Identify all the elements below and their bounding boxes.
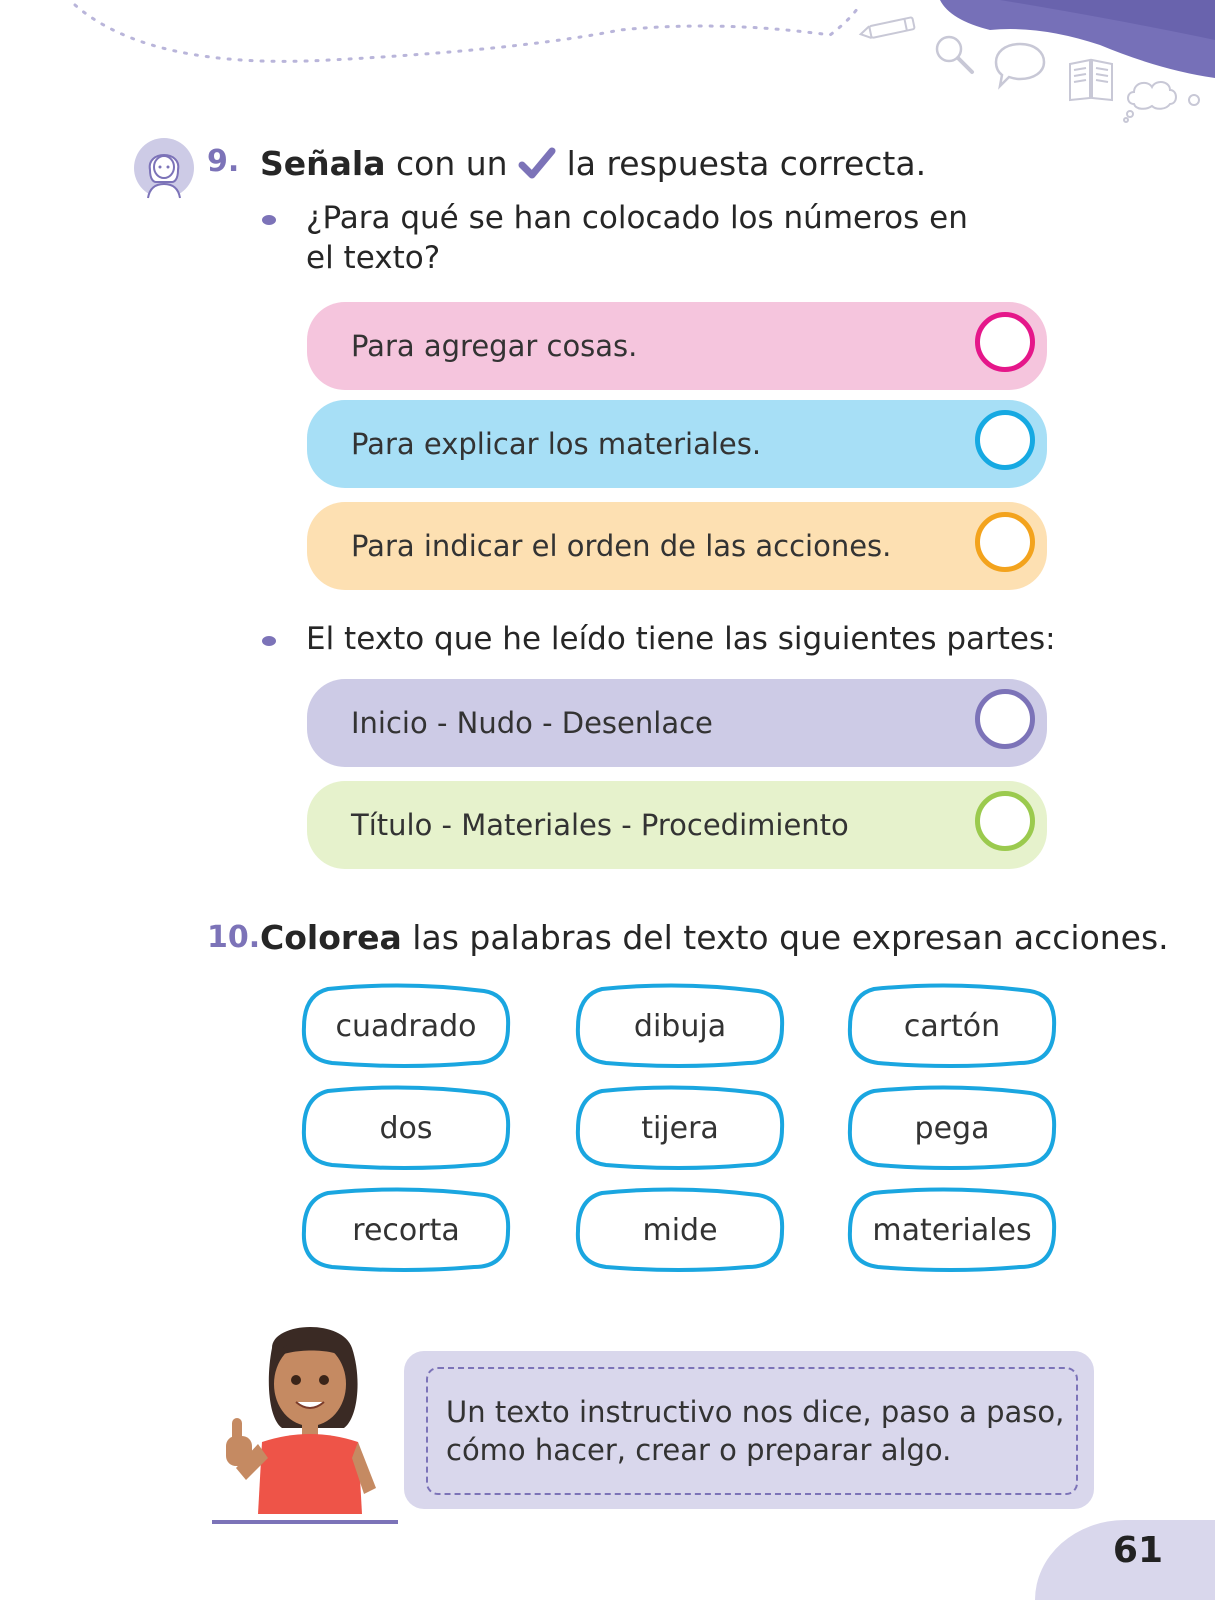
info-note-border <box>426 1367 1078 1495</box>
question-9-number: 9. <box>207 144 240 179</box>
word-bubble[interactable] <box>572 1085 788 1171</box>
option-label: Para explicar los materiales. <box>351 427 762 461</box>
info-note <box>404 1351 1094 1509</box>
thought-cloud-icon <box>1122 74 1212 124</box>
girl-thumbs-up-illustration <box>212 1318 408 1526</box>
bullet-dot <box>262 215 276 225</box>
question-9-prompt <box>260 144 926 184</box>
word-label: cartón <box>903 1008 1001 1044</box>
word-bubble[interactable] <box>844 1187 1060 1273</box>
question-10-number: 10. <box>207 920 261 955</box>
book-icon <box>1066 56 1116 102</box>
pencil-icon <box>858 14 922 42</box>
magnifier-icon <box>932 32 976 76</box>
page-number: 61 <box>1112 1530 1163 1571</box>
question-9-verb: Señala <box>260 144 386 183</box>
word-label: pega <box>914 1110 990 1146</box>
answer-circle[interactable] <box>975 689 1035 749</box>
answer-circle[interactable] <box>975 791 1035 851</box>
question-9-sub1-line2: el texto? <box>306 240 441 276</box>
question-9-sub2-line1: El texto que he leído tiene las siguientes partes: <box>306 621 1056 657</box>
option-label: Para agregar cosas. <box>351 329 638 363</box>
info-note-text <box>446 1393 1064 1469</box>
check-icon <box>518 147 556 181</box>
word-bubble[interactable] <box>572 983 788 1069</box>
word-label: recorta <box>352 1212 460 1248</box>
option-inicio-nudo-desenlace <box>307 679 1047 767</box>
answer-circle[interactable] <box>975 512 1035 572</box>
word-label: cuadrado <box>335 1008 477 1044</box>
option-agregar <box>307 302 1047 390</box>
word-label: dos <box>379 1110 433 1146</box>
word-label: tijera <box>641 1110 719 1146</box>
word-bubble[interactable] <box>572 1187 788 1273</box>
bullet-dot <box>262 636 276 646</box>
option-indicar <box>307 502 1047 590</box>
word-bubble[interactable] <box>298 983 514 1069</box>
word-label: mide <box>642 1212 718 1248</box>
question-10-rest: las palabras del texto que expresan acciones. <box>412 918 1169 957</box>
word-label: dibuja <box>633 1008 727 1044</box>
word-bubble[interactable] <box>844 1085 1060 1171</box>
question-9-sub1 <box>306 198 968 278</box>
answer-circle[interactable] <box>975 410 1035 470</box>
answer-circle[interactable] <box>975 312 1035 372</box>
option-label: Título - Materiales - Procedimiento <box>351 808 849 842</box>
option-titulo-materiales-procedimiento <box>307 781 1047 869</box>
question-10-verb: Colorea <box>260 918 402 957</box>
reader-avatar-icon <box>132 136 196 200</box>
word-bubble[interactable] <box>844 983 1060 1069</box>
word-bubble[interactable] <box>298 1187 514 1273</box>
question-9-after-check: la respuesta correcta. <box>566 144 927 183</box>
word-label: materiales <box>872 1212 1032 1248</box>
question-9-sub1-line1: ¿Para qué se han colocado los números en <box>306 200 968 236</box>
option-label: Para indicar el orden de las acciones. <box>351 529 892 563</box>
question-10-prompt <box>260 918 1169 958</box>
question-9-before-check: con un <box>396 144 508 183</box>
page-number-tab <box>1035 1520 1215 1600</box>
info-note-line2: cómo hacer, crear o preparar algo. <box>446 1433 952 1467</box>
word-bubble[interactable] <box>298 1085 514 1171</box>
speech-bubble-icon <box>992 40 1048 90</box>
option-label: Inicio - Nudo - Desenlace <box>351 706 713 740</box>
option-explicar <box>307 400 1047 488</box>
info-note-line1: Un texto instructivo nos dice, paso a paso, <box>446 1395 1065 1429</box>
